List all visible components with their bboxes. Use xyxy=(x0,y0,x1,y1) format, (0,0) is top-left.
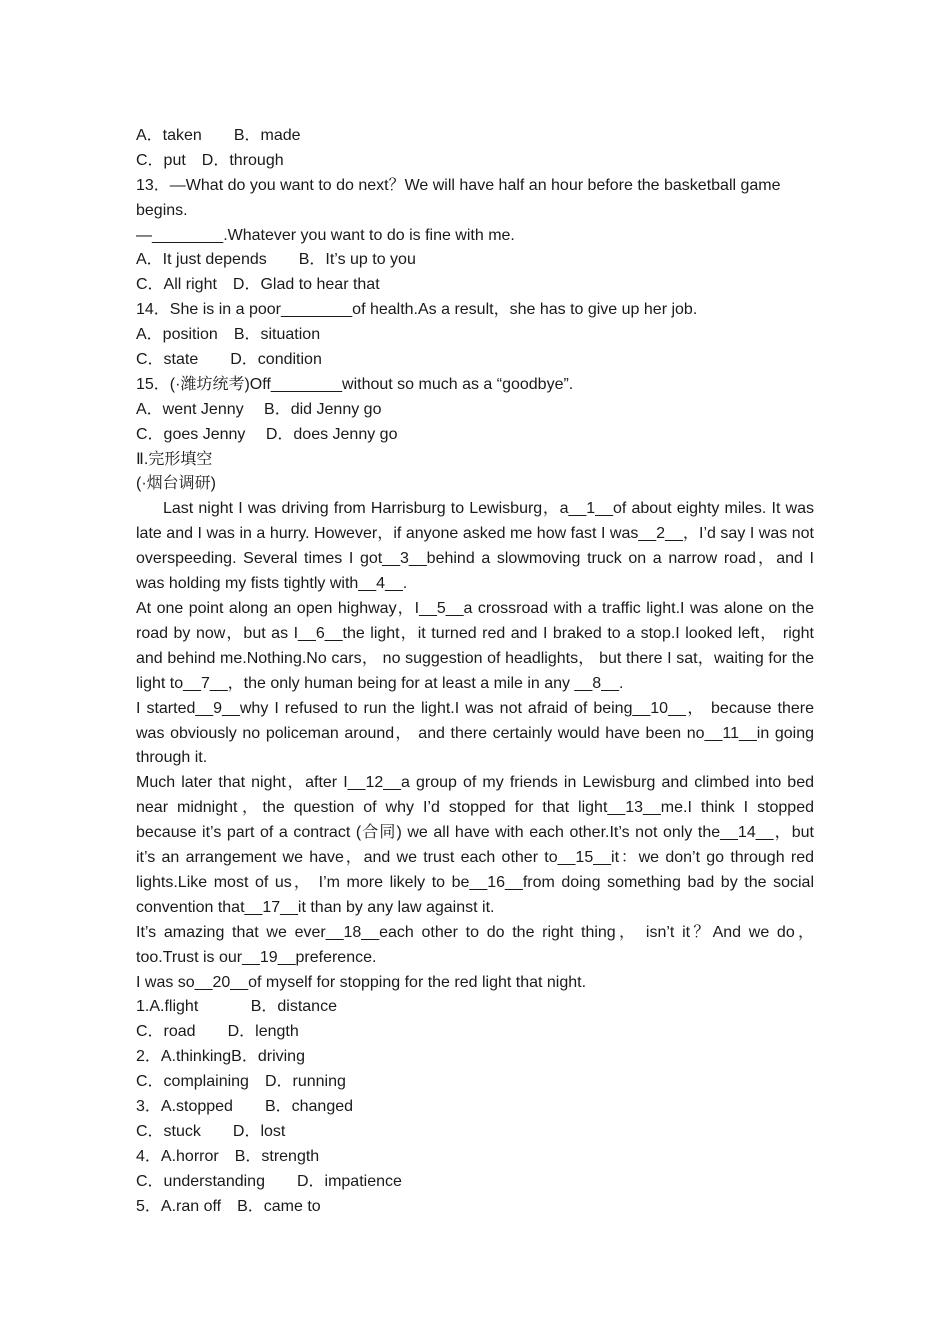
option-line: C．goes Jenny D．does Jenny go xyxy=(136,425,398,443)
section-heading: Ⅱ.完形填空 xyxy=(136,450,213,468)
passage-paragraph-2: At one point along an open highway，I__5__a crossroad with a traffic light.I was alone on the road by now，but as I__6__the light，it turned red and I braked to a stop.I looked left， right and behind me.Nothing.No cars， no suggestion of headlights， but there I sat，waiting for the light to__7__，the only human being for at least a mile in any __8__. xyxy=(136,599,814,692)
document-page xyxy=(136,124,814,1220)
question-13-cont: begins. xyxy=(136,201,188,219)
option-line: C．state D．condition xyxy=(136,351,322,369)
passage-paragraph-6: I was so__20__of myself for stopping for the red light that night. xyxy=(136,973,587,991)
answer-option-line: 4．A.horror B．strength xyxy=(136,1147,320,1165)
question-13: 13．—What do you want to do next？We will have half an hour before the basketball game xyxy=(136,176,781,194)
answer-option-line: 1.A.flight B．distance xyxy=(136,998,337,1016)
passage-paragraph-5: It’s amazing that we ever__18__each other to do the right thing， isn’t it？And we do，too.Trust is our__19__preference. xyxy=(136,923,814,966)
answer-option-line: C．stuck D．lost xyxy=(136,1122,286,1140)
answer-option-line: C．complaining D．running xyxy=(136,1073,346,1091)
passage-paragraph-4: Much later that night，after I__12__a group of my friends in Lewisburg and climbed into bed near midnight，the question of why I’d stopped for that light__13__me.I think I stopped because it’s part of a contract (合同) we all have with each other.It’s not only the__14__，but it’s an arrangement we have，and we trust each other to__15__it：we don’t go through red lights.Like most of us， I’m more likely to be__16__from doing something bad by the social convention that__17__it than by any law against it. xyxy=(136,774,814,916)
answer-option-line: 3．A.stopped B．changed xyxy=(136,1098,354,1116)
option-line: C．put D．through xyxy=(136,151,284,169)
passage-paragraph-3: I started__9__why I refused to run the light.I was not afraid of being__10__， because there was obviously no policeman around， and there certainly would have been no__11__in going through it. xyxy=(136,699,814,767)
option-line: A．It just depends B．It’s up to you xyxy=(136,251,416,269)
option-line: A．taken B．made xyxy=(136,127,301,144)
section-source: (·烟台调研) xyxy=(136,475,216,493)
option-line: A．position B．situation xyxy=(136,326,321,344)
answer-option-line: 5．A.ran off B．came to xyxy=(136,1197,321,1215)
option-line: C．All right D．Glad to hear that xyxy=(136,276,380,294)
answer-option-line: C．understanding D．impatience xyxy=(136,1172,402,1190)
question-14: 14．She is in a poor________of health.As a result，she has to give up her job. xyxy=(136,301,698,319)
question-13-reply: —________.Whatever you want to do is fine with me. xyxy=(136,226,515,244)
answer-option-line: C．road D．length xyxy=(136,1023,299,1041)
question-15: 15．(·潍坊统考)Off________without so much as a “goodbye”. xyxy=(136,375,574,393)
option-line: A．went Jenny B．did Jenny go xyxy=(136,400,382,418)
answer-option-line: 2．A.thinkingB．driving xyxy=(136,1048,305,1066)
passage-paragraph-1: Last night I was driving from Harrisburg to Lewisburg，a__1__of about eighty miles. It was late and I was in a hurry. However，if anyone asked me how fast I was__2__，I’d say I was not overspeeding. Several times I got__3__behind a slowmoving truck on a narrow road，and I was holding my fists tightly with__4__. xyxy=(136,500,815,593)
